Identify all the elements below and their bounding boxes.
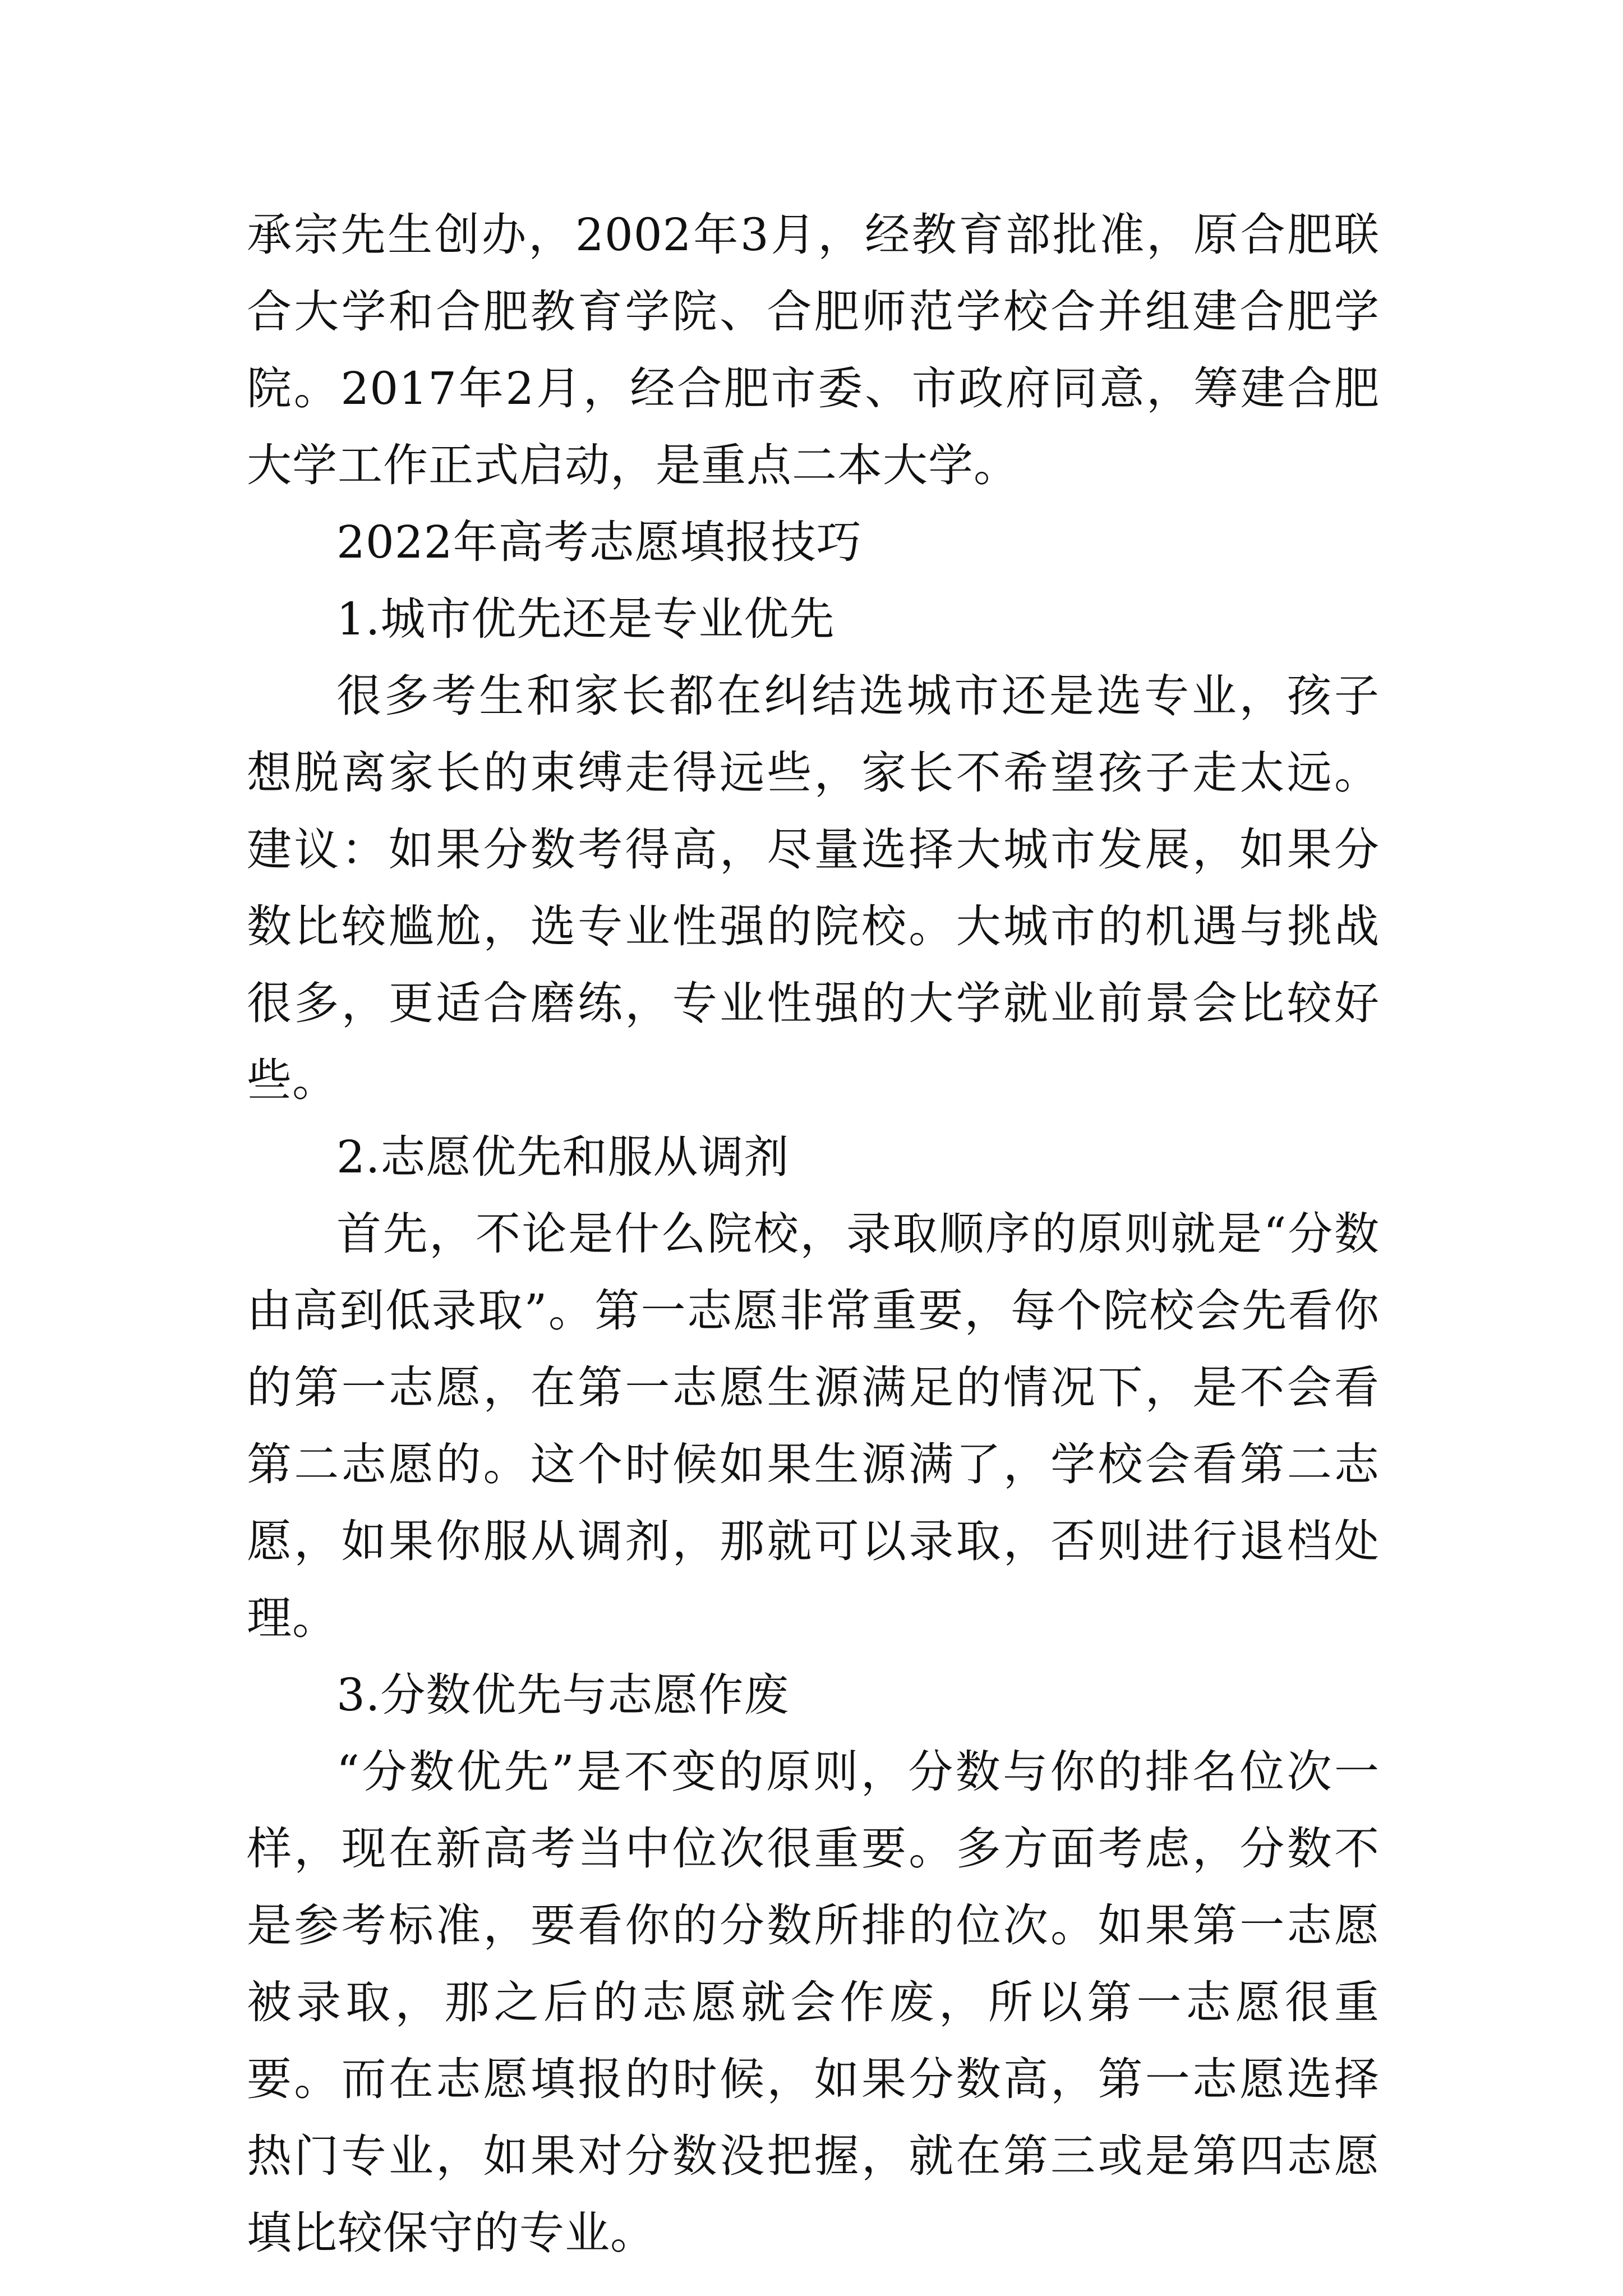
tip-2-paragraph: 首先，不论是什么院校，录取顺序的原则就是“分数由高到低录取”。第一志愿非常重要，每个院校会先看你的第一志愿，在第一志愿生源满足的情况下，是不会看第二志愿的。这个时候如果生源满了，学校会看第二志愿，如果你服从调剂，那就可以录取，否则进行退档处理。 [247, 1208, 1380, 1644]
tip-1-paragraph: 很多考生和家长都在纠结选城市还是选专业，孩子想脱离家长的束缚走得远些，家长不希望孩子走太远。建议：如果分数考得高，尽量选择大城市发展，如果分数比较尴尬，选专业性强的院校。大城市的机遇与挑战很多，更适合磨练，专业性强的大学就业前景会比较好些。 [247, 670, 1380, 1106]
tip-1-title: 1.城市优先还是专业优先 [336, 593, 835, 645]
intro-paragraph: 承宗先生创办，2002年3月，经教育部批准，原合肥联合大学和合肥教育学院、合肥师范学校合并组建合肥学院。2017年2月，经合肥市委、市政府同意，筹建合肥大学工作正式启动，是重点二本大学。 [247, 209, 1380, 491]
tip-3-paragraph: “分数优先”是不变的原则，分数与你的排名位次一样，现在新高考当中位次很重要。多方面考虑，分数不是参考标准，要看你的分数所排的位次。如果第一志愿被录取，那之后的志愿就会作废，所以第一志愿很重要。而在志愿填报的时候，如果分数高，第一志愿选择热门专业，如果对分数没把握，就在第三或是第四志愿填比较保守的专业。 [247, 1746, 1380, 2259]
tip-3-title: 3.分数优先与志愿作废 [336, 1669, 790, 1721]
tip-2-title: 2.志愿优先和服从调剂 [336, 1131, 790, 1183]
document-body [247, 196, 1380, 2271]
section-title: 2022年高考志愿填报技巧 [336, 516, 862, 568]
